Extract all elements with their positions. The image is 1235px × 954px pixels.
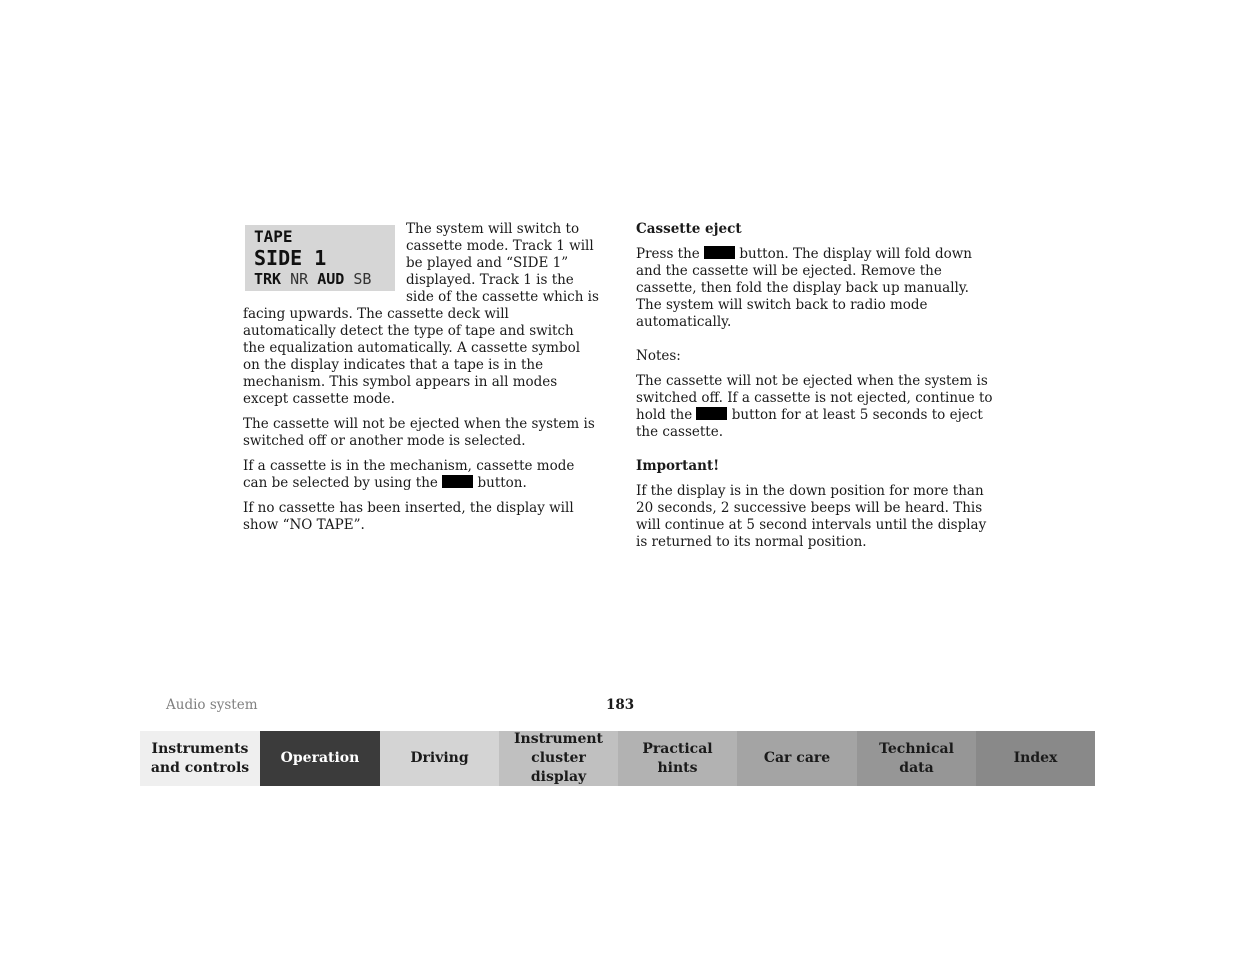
select-text-a: If a cassette is in the mechanism, cassette mode can be selected by using the xyxy=(243,458,575,491)
tab-driving[interactable] xyxy=(380,731,499,786)
tab-label: Driving xyxy=(410,750,469,766)
tab-label: Index xyxy=(1013,750,1058,766)
tab-label: Instrument cluster display xyxy=(514,731,603,785)
page-content xyxy=(243,221,993,551)
page-number: 183 xyxy=(606,697,635,713)
important-paragraph: If the display is in the down position for more than 20 seconds, 2 successive beeps will be heard. This will continue at 5 second intervals until the display is returned to its normal position. xyxy=(636,483,987,550)
important-heading: Important! xyxy=(636,458,720,474)
tab-technical-data[interactable] xyxy=(857,731,976,786)
tab-index[interactable] xyxy=(976,731,1095,786)
select-cassette-mode-paragraph xyxy=(243,458,599,492)
right-column xyxy=(636,221,993,559)
section-title: Audio system xyxy=(166,697,258,713)
tab-label: Practical hints xyxy=(642,740,713,776)
display-line-status xyxy=(254,270,395,289)
eject-text-b: button. The display will fold down and the cassette will be ejected. Remove the cassette, then fold the display back up manually. The system will switch back to radio mode automatically. xyxy=(636,246,972,330)
notes-text-a: The cassette will not be ejected when the system is switched off. If a cassette is not ejected, continue to hold the xyxy=(636,373,993,423)
eject-button-icon xyxy=(704,246,735,259)
display-line-tape: TAPE xyxy=(254,227,293,246)
tab-instrument-cluster-display[interactable] xyxy=(499,731,618,786)
no-tape-paragraph: If no cassette has been inserted, the display will show “NO TAPE”. xyxy=(243,500,574,533)
eject-button-icon-2 xyxy=(696,407,727,420)
tab-instruments-and-controls[interactable] xyxy=(140,731,260,786)
select-text-b: button. xyxy=(477,475,527,491)
tab-label: Car care xyxy=(763,750,831,766)
notes-text-b: button for at least 5 seconds to eject the cassette. xyxy=(636,407,983,440)
tab-label: Operation xyxy=(280,750,360,766)
eject-not-possible-paragraph: The cassette will not be ejected when the system is switched off or another mode is selected. xyxy=(243,416,595,449)
tab-operation[interactable] xyxy=(260,731,380,786)
notes-paragraph xyxy=(636,373,993,441)
chapter-navigation xyxy=(140,731,1095,786)
tab-label: Instruments and controls xyxy=(150,740,250,776)
tape-button-icon xyxy=(442,475,473,488)
tab-car-care[interactable] xyxy=(737,731,857,786)
notes-label: Notes: xyxy=(636,348,681,364)
display-aud: AUD xyxy=(317,270,345,288)
cassette-eject-heading: Cassette eject xyxy=(636,221,742,237)
display-nr: NR xyxy=(290,270,309,288)
display-trk: TRK xyxy=(254,270,282,288)
tab-label: Technical data xyxy=(879,740,954,776)
tab-practical-hints[interactable] xyxy=(618,731,737,786)
display-line-side: SIDE 1 xyxy=(254,246,327,270)
left-column xyxy=(243,221,599,542)
page-footer xyxy=(166,697,1095,719)
radio-display-illustration xyxy=(245,225,395,291)
cassette-mode-paragraph: The system will switch to cassette mode. Track 1 will be played and “SIDE 1” displayed. Track 1 is the side of the cassette which is facing upwards. The cassette deck will automatically detect the type of tape and switch the equalization automatically. A cassette symbol on the display indicates that a tape is in the mechanism. This symbol appears in all modes except cassette mode. xyxy=(243,221,599,407)
eject-text-a: Press the xyxy=(636,246,700,262)
display-sb: SB xyxy=(353,270,372,288)
cassette-eject-paragraph xyxy=(636,246,993,331)
